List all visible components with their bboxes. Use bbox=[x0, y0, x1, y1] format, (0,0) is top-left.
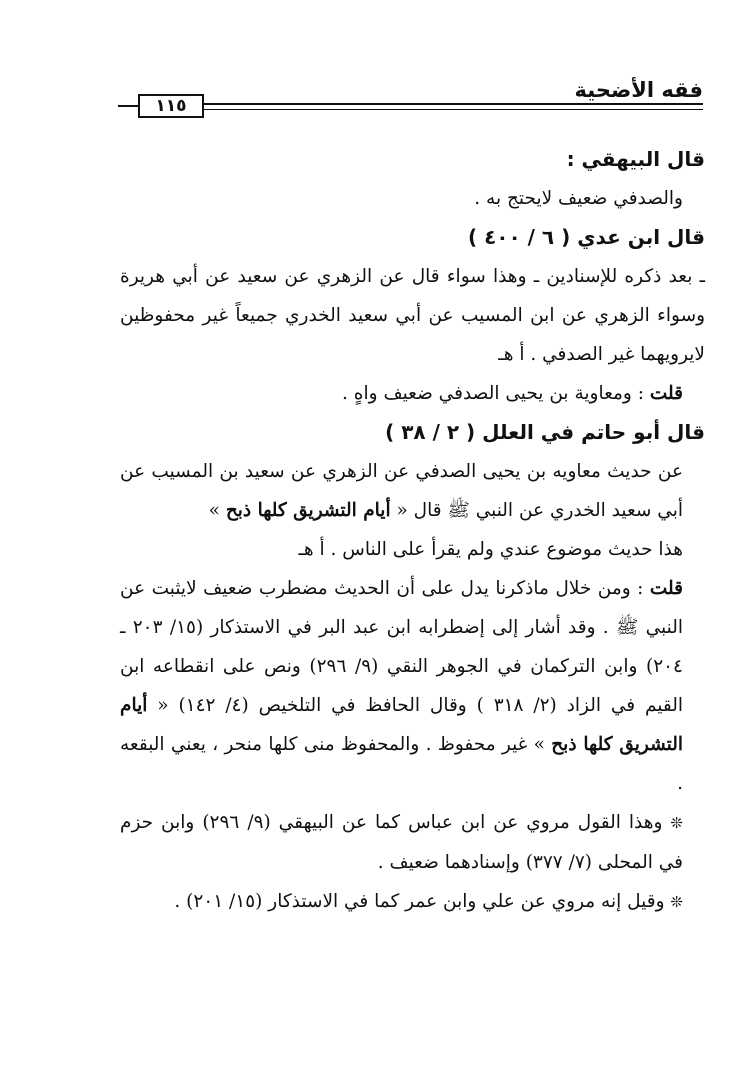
commentary-paragraph bbox=[120, 569, 705, 803]
note-label: قلت bbox=[649, 383, 683, 404]
quote-close: » bbox=[208, 500, 220, 521]
commentary-text-1: : ومن خلال ماذكرنا يدل على أن الحديث مضطرب ضعيف لايثبت عن النبي ﷺ . وقد أشار إلى إضطرابه ابن عبد البر في الاستذكار (١٥/ ٢٠٣ ـ ٢٠٤) وابن التركمان في الجوهر النقي (٩/ ٢٩٦) ونص على انقطاعه ابن القيم في الزاد (٢/ ٣١٨ ) وقال الحافظ في التلخيص (٤/ ١٤٢) « bbox=[120, 578, 684, 716]
commentary-label: قلت bbox=[649, 578, 683, 599]
paragraph-text: عن حديث معاويه بن يحيى الصدفي عن الزهري عن سعيد بن المسيب عن أبي سعيد الخدري عن النبي ﷺ قال « bbox=[120, 461, 683, 521]
paragraph-abu-hatim bbox=[120, 452, 705, 530]
commentary-text-2: » غير محفوظ . والمحفوظ منى كلها منحر ، يعني البقعه . bbox=[120, 734, 683, 794]
note-text: : ومعاوية بن يحيى الصدفي ضعيف واهٍ . bbox=[342, 383, 644, 404]
header-rule-right bbox=[204, 103, 703, 110]
section-heading-ibn-adi: قال ابن عدي ( ٦ / ٤٠٠ ) bbox=[467, 225, 705, 249]
page-body bbox=[120, 140, 705, 922]
page-header bbox=[118, 78, 703, 122]
note-ibn-abbas bbox=[120, 803, 705, 882]
note-text: وقيل إنه مروي عن علي وابن عمر كما في الاستذكار (١٥/ ٢٠١) . bbox=[174, 891, 665, 912]
commentary-quote: أيام التشريق كلها ذبح bbox=[120, 695, 683, 755]
paragraph-bayhaqi: والصدفي ضعيف لايحتج به . bbox=[474, 188, 683, 209]
page-number: ١١٥ bbox=[138, 94, 204, 118]
paragraph-abu-hatim-verdict: هذا حديث موضوع عندي ولم يقرأ على الناس . أ هـ bbox=[298, 539, 683, 560]
header-rule-left bbox=[118, 105, 138, 107]
asterism-icon: ❊ bbox=[670, 893, 683, 911]
hadith-quote: أيام التشريق كلها ذبح bbox=[225, 500, 391, 521]
note-ali-ibn-umar bbox=[120, 882, 705, 922]
note-text: وهذا القول مروي عن ابن عباس كما عن البيهقي (٩/ ٢٩٦) وابن حزم في المحلى (٧/ ٣٧٧) وإسنادهما ضعيف . bbox=[120, 812, 683, 873]
paragraph-ibn-adi: ـ بعد ذكره للإسنادين ـ وهذا سواء قال عن الزهري عن سعيد عن أبي هريرة وسواء الزهري عن ابن المسيب عن أبي سعيد الخدري جميعاً غير محفوظين لايرويهما غير الصدفي . أ هـ bbox=[120, 266, 705, 365]
note-ibn-adi bbox=[120, 374, 705, 413]
asterism-icon: ❊ bbox=[670, 814, 683, 832]
section-heading-bayhaqi: قال البيهقي : bbox=[566, 147, 705, 171]
section-heading-abu-hatim: قال أبو حاتم في العلل ( ٢ / ٣٨ ) bbox=[385, 420, 705, 444]
running-title: فقه الأضحية bbox=[574, 78, 703, 102]
